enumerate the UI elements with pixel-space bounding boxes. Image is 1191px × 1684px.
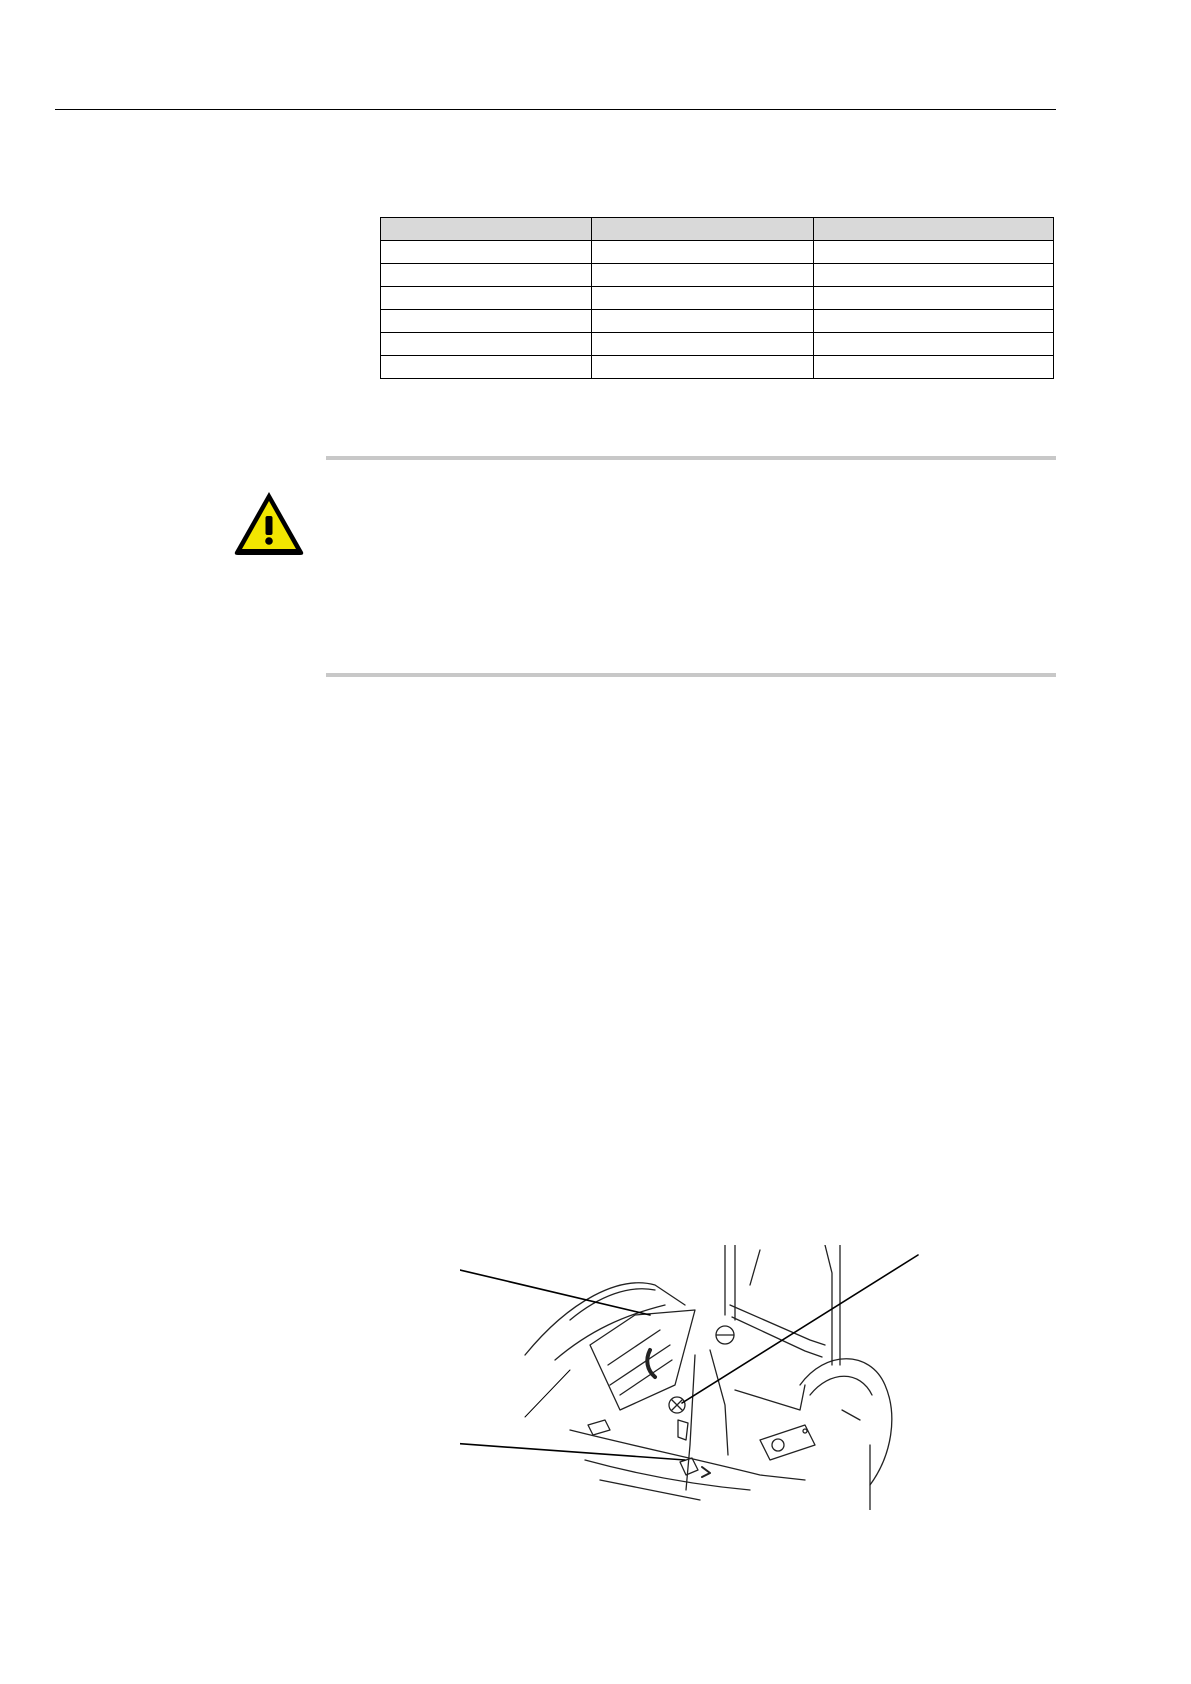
- caution-bottom-rule: [326, 673, 1056, 677]
- table-cell: [381, 287, 592, 310]
- table-row: [381, 264, 1054, 287]
- table-header-row: [381, 218, 1054, 241]
- table-cell: [814, 356, 1054, 379]
- table-row: [381, 356, 1054, 379]
- table-cell: [814, 287, 1054, 310]
- table-cell: [381, 310, 592, 333]
- caution-text: [326, 470, 1056, 660]
- caution-top-rule: [326, 456, 1056, 460]
- table-cell: [592, 356, 814, 379]
- table-cell: [814, 241, 1054, 264]
- table-cell: [814, 264, 1054, 287]
- table-row: [381, 241, 1054, 264]
- table-row: [381, 287, 1054, 310]
- table-cell: [381, 333, 592, 356]
- table-cell: [592, 264, 814, 287]
- table-row: [381, 310, 1054, 333]
- table-row: [381, 333, 1054, 356]
- table-cell: [592, 287, 814, 310]
- table-cell: [592, 241, 814, 264]
- warning-triangle-icon: [232, 488, 306, 558]
- table-header-cell: [814, 218, 1054, 241]
- table-header-cell: [592, 218, 814, 241]
- table-cell: [814, 310, 1054, 333]
- header-rule: [55, 109, 1056, 110]
- table-cell: [381, 356, 592, 379]
- table-cell: [381, 264, 592, 287]
- spec-table: [380, 217, 1054, 379]
- printer-open-cover-illustration: [460, 1245, 940, 1510]
- table-cell: [381, 241, 592, 264]
- table-header-cell: [381, 218, 592, 241]
- table-cell: [592, 310, 814, 333]
- table-cell: [814, 333, 1054, 356]
- table-cell: [592, 333, 814, 356]
